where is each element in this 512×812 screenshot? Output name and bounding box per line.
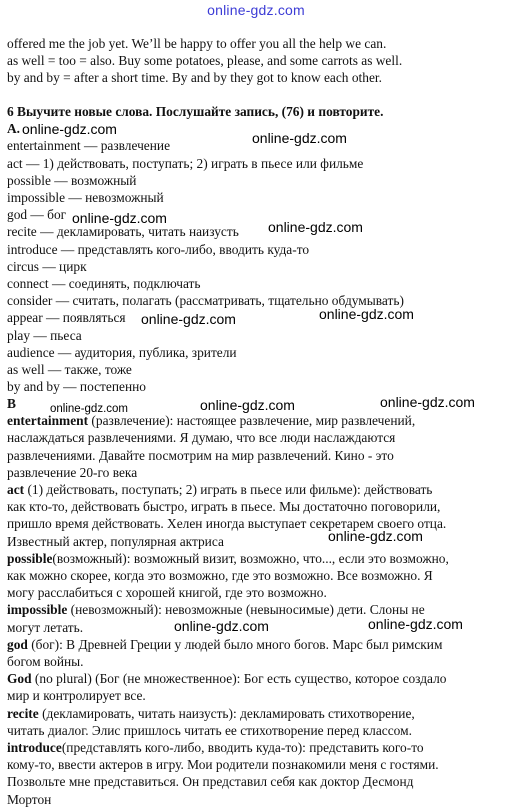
entry-term: impossible (7, 602, 68, 618)
entry-god-capital (7, 670, 507, 704)
exercise-heading: 6 Выучите новые слова. Послушайте запись, (76) и повторите. (7, 104, 384, 119)
entry-text: как кто-то, действовать быстро, играть в пьесе. Мы достаточно поговорили, (7, 499, 441, 515)
entry-text: пришло время действовать. Хелен иногда выступает секретарем своего отца. (7, 516, 447, 532)
entry-text: (1) действовать, поступать; 2) играть в пьесе или фильме): действовать (24, 482, 433, 498)
vocab-item: appear — появляться (7, 310, 126, 326)
watermark-label: online-gdz.com (268, 219, 363, 235)
vocab-item: introduce — представлять кого-либо, вводить куда-то (7, 241, 310, 257)
vocab-item: god — бог (7, 207, 67, 223)
vocab-item: entertainment — развлечение (7, 138, 171, 154)
entry-text: как можно скорее, когда это возможно, где это возможно. Все возможно. Я (7, 568, 433, 584)
watermark-label: online-gdz.com (252, 130, 347, 146)
entry-god (7, 636, 507, 670)
entry-term: possible (7, 550, 53, 566)
entry-text: Позвольте мне представиться. Он представил себя как доктор Десмонд (7, 774, 414, 790)
part-a-label: A. (7, 121, 21, 137)
intro-line: offered me the job yet. We’ll be happy to offer you all the help we can. (7, 36, 387, 51)
vocab-list (7, 137, 507, 395)
entry-term: entertainment (7, 413, 89, 429)
entry-introduce (7, 739, 507, 808)
entry-text: мир и контролирует все. (7, 688, 146, 704)
watermark-label: online-gdz.com (22, 121, 117, 137)
vocab-item: act — 1) действовать, поступать; 2) играть в пьесе или фильме (7, 155, 364, 171)
entry-term: God (7, 671, 32, 687)
part-b-label: B (7, 396, 16, 411)
entry-text: (представлять кого-либо, вводить куда-то): представить кого-то (61, 740, 424, 756)
entry-term: introduce (7, 740, 62, 756)
watermark-label: online-gdz.com (72, 210, 167, 226)
watermark-label: online-gdz.com (319, 306, 414, 322)
entry-text: могут летать. (7, 619, 84, 635)
vocab-item: consider — считать, полагать (рассматривать, тщательно обдумывать) (7, 293, 404, 309)
vocab-item: connect — соединять, подключать (7, 276, 201, 292)
watermark-label: online-gdz.com (328, 528, 423, 544)
intro-line: as well = too = also. Buy some potatoes, please, and some carrots as well. (7, 53, 403, 69)
vocab-item: possible — возможный (7, 172, 137, 188)
intro-line: by and by = after a short time. By and by they got to know each other. (7, 70, 382, 86)
entry-text: кому-то, ввести актеров в игру. Мои родители познакомили меня с гостями. (7, 757, 439, 773)
vocab-item: audience — аудитория, публика, зрители (7, 344, 237, 360)
part-b (7, 395, 507, 808)
entry-text: (декламировать, читать наизусть): декламировать стихотворение, (38, 705, 415, 721)
entry-text: (возможный): возможный визит, возможно, что..., если это возможно, (52, 550, 449, 566)
entry-text: наслаждаться развлечениями. Я думаю, что все люди наслаждаются (7, 430, 396, 446)
vocab-item: by and by — постепенно (7, 379, 146, 395)
intro-text (7, 35, 507, 87)
entry-text: богом войны. (7, 654, 84, 670)
entry-text: (бог): В Древней Греции у людей было много богов. Марс был римским (27, 636, 443, 652)
watermark-label: online-gdz.com (200, 397, 295, 413)
entry-text: (no plural) (Бог (не множественное): Бог есть существо, которое создало (31, 671, 447, 687)
vocab-item: impossible — невозможный (7, 190, 164, 206)
entry-term: act (7, 482, 25, 498)
entry-text: развлечение 20-го века (7, 464, 138, 480)
watermark-label: online-gdz.com (50, 403, 128, 415)
entry-text: могу расслабиться с хорошей книгой, где это возможно. (7, 585, 327, 601)
entry-text: развлечениями. Давайте посмотрим на мир развлечений. Кино - это (7, 447, 394, 463)
entry-text: читать диалог. Элис пришлось читать ее стихотворение перед классом. (7, 722, 412, 738)
vocab-item: as well — также, тоже (7, 362, 132, 378)
watermark-label: online-gdz.com (141, 311, 236, 327)
entry-act (7, 481, 507, 550)
vocab-item: play — пьеса (7, 327, 82, 343)
watermark-label: online-gdz.com (380, 394, 475, 410)
entry-recite (7, 705, 507, 739)
watermark-label: online-gdz.com (368, 616, 463, 632)
entry-term: god (7, 636, 28, 652)
entry-text: (развлечение): настоящее развлечение, мир развлечений, (88, 413, 416, 429)
watermark-top: online-gdz.com (207, 2, 305, 18)
vocab-item: circus — цирк (7, 258, 87, 274)
entry-possible (7, 550, 507, 602)
vocab-item: recite — декламировать, читать наизусть (7, 224, 239, 240)
entry-term: recite (7, 705, 39, 721)
entry-text: Известный актер, популярная актриса (7, 533, 224, 549)
watermark-label: online-gdz.com (174, 618, 269, 634)
entry-text: Мортон (7, 791, 52, 807)
entry-text: (невозможный): невозможные (невыносимые) дети. Слоны не (67, 602, 425, 618)
entry-entertainment (7, 412, 507, 481)
